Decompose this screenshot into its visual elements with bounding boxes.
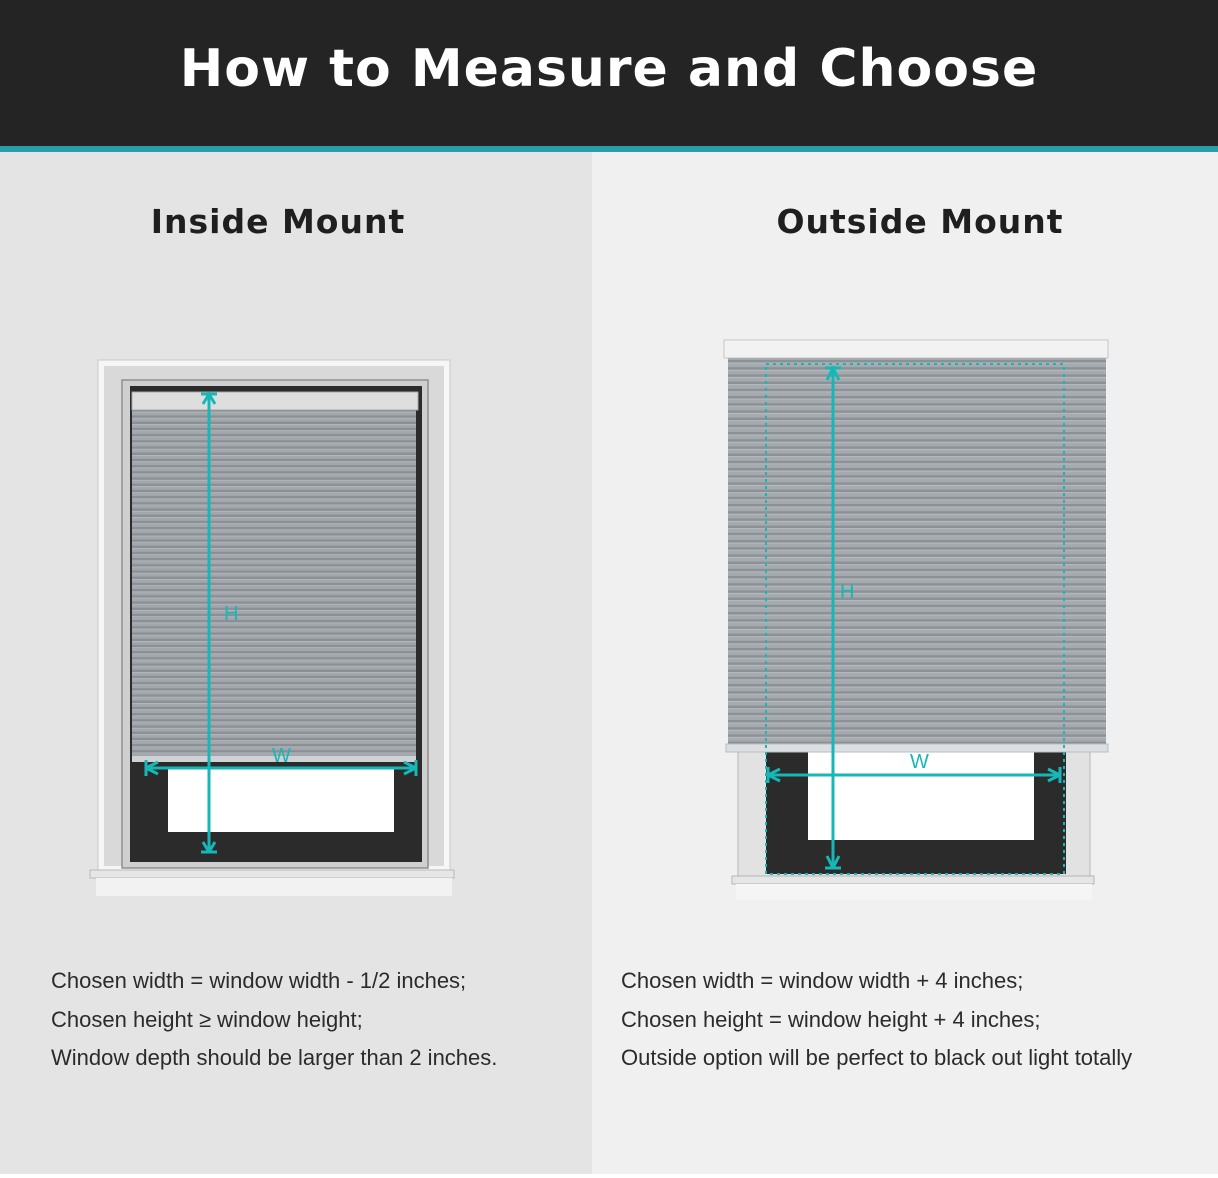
inside-window-sill xyxy=(90,870,454,878)
inside-note-height: Chosen height ≥ window height; xyxy=(51,1006,363,1032)
inside-note-width: Chosen width = window width - 1/2 inches; xyxy=(51,968,467,993)
outside-window xyxy=(724,340,1108,900)
inside-shade xyxy=(132,410,416,760)
outside-headrail xyxy=(724,340,1108,358)
page-title: How to Measure and Choose xyxy=(179,39,1039,99)
outside-window-sill xyxy=(732,876,1094,884)
outside-mount-title: Outside Mount xyxy=(776,202,1064,241)
outside-note-width: Chosen width = window width + 4 inches; xyxy=(621,968,1024,993)
outside-mount-notes xyxy=(621,962,1218,1078)
inside-width-label: W xyxy=(272,745,291,767)
inside-mount-title: Inside Mount xyxy=(150,202,406,241)
outside-width-label: W xyxy=(910,751,929,773)
outside-note-blackout: Outside option will be perfect to black out light totally xyxy=(621,1045,1133,1070)
outside-note-height: Chosen height = window height + 4 inches; xyxy=(621,1006,1041,1032)
inside-sill-shadow xyxy=(96,878,452,896)
inside-height-label: H xyxy=(224,603,239,625)
outside-shade xyxy=(728,358,1106,746)
inside-window xyxy=(90,360,454,896)
outside-sill-shadow xyxy=(736,884,1092,900)
inside-headrail xyxy=(132,392,418,410)
inside-window-pane xyxy=(168,768,394,832)
inside-note-depth: Window depth should be larger than 2 inches. xyxy=(51,1045,498,1070)
inside-mount-notes xyxy=(51,962,497,1078)
outside-height-label: H xyxy=(840,581,855,603)
